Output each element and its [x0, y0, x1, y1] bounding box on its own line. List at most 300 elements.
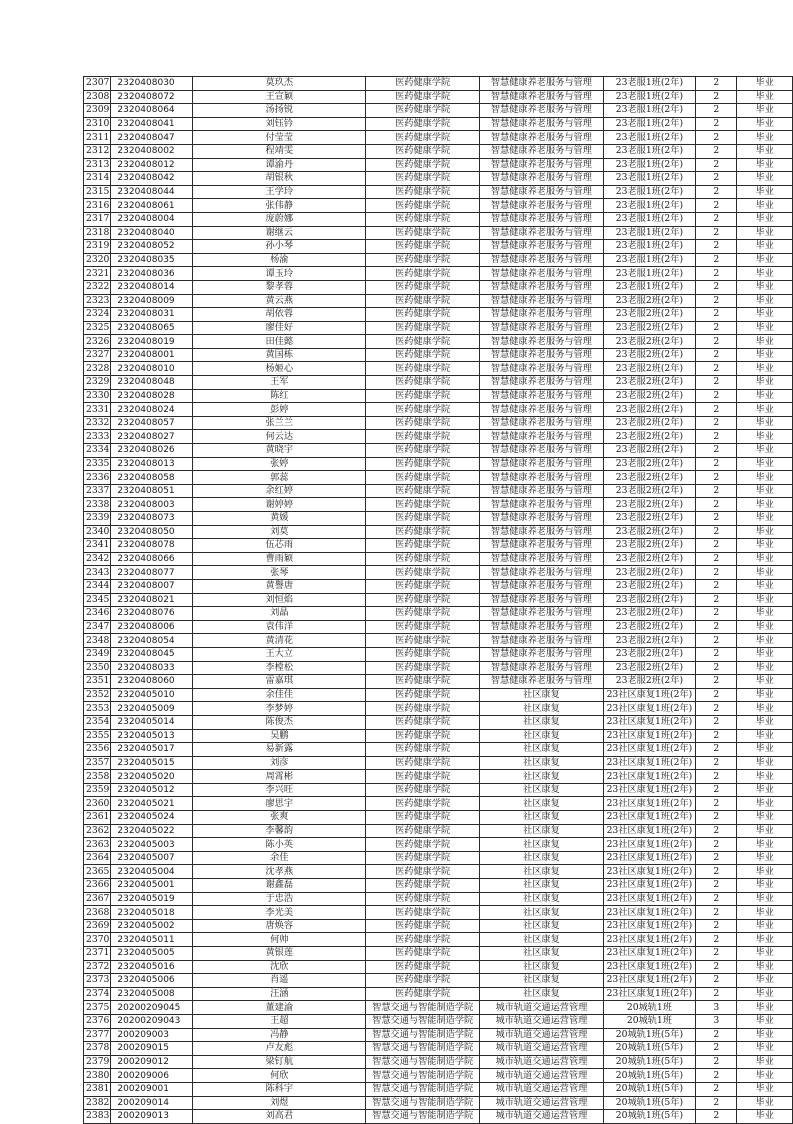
major-cell: 智慧健康养老服务与管理 — [480, 267, 603, 281]
major-cell: 智慧健康养老服务与管理 — [480, 389, 603, 403]
class-cell: 20城轨1班(5年) — [603, 1096, 696, 1110]
college-cell: 医药健康学院 — [366, 715, 480, 729]
class-cell: 23老服2班(2年) — [603, 498, 696, 512]
class-cell: 23社区康复1班(2年) — [603, 783, 696, 797]
student-id-cell: 2320405019 — [111, 892, 193, 906]
major-cell: 智慧健康养老服务与管理 — [480, 104, 603, 118]
student-id-cell: 2320408006 — [111, 620, 193, 634]
years-cell: 2 — [696, 294, 737, 308]
major-cell: 城市轨道交通运营管理 — [480, 1014, 603, 1028]
student-name-cell: 汤扬锐 — [193, 104, 366, 118]
table-row — [84, 797, 793, 811]
major-cell: 智慧健康养老服务与管理 — [480, 512, 603, 526]
row-number-cell: 2317 — [84, 212, 111, 226]
student-name-cell: 黄云燕 — [193, 294, 366, 308]
row-number-cell: 2331 — [84, 403, 111, 417]
student-name-cell: 黄国栋 — [193, 348, 366, 362]
student-name-cell: 杨姬心 — [193, 362, 366, 376]
college-cell: 医药健康学院 — [366, 253, 480, 267]
table-row — [84, 729, 793, 743]
status-cell: 毕业 — [737, 308, 793, 322]
years-cell: 2 — [696, 634, 737, 648]
major-cell: 社区康复 — [480, 715, 603, 729]
student-id-cell: 2320405018 — [111, 906, 193, 920]
row-number-cell: 2345 — [84, 593, 111, 607]
years-cell: 2 — [696, 607, 737, 621]
class-cell: 20城轨1班(5年) — [603, 1110, 696, 1124]
student-id-cell: 2320408036 — [111, 267, 193, 281]
major-cell: 社区康复 — [480, 865, 603, 879]
student-name-cell: 陈红 — [193, 389, 366, 403]
student-id-cell: 2320408066 — [111, 552, 193, 566]
major-cell: 社区康复 — [480, 770, 603, 784]
student-id-cell: 2320405020 — [111, 770, 193, 784]
student-name-cell: 汪涵 — [193, 987, 366, 1001]
status-cell: 毕业 — [737, 620, 793, 634]
years-cell: 2 — [696, 144, 737, 158]
student-id-cell: 2320405001 — [111, 879, 193, 893]
student-name-cell: 于忠浩 — [193, 892, 366, 906]
student-id-cell: 2320405017 — [111, 743, 193, 757]
student-name-cell: 孙小琴 — [193, 240, 366, 254]
table-row — [84, 634, 793, 648]
table-row — [84, 117, 793, 131]
college-cell: 医药健康学院 — [366, 131, 480, 145]
years-cell: 2 — [696, 335, 737, 349]
student-name-cell: 谭玉玲 — [193, 267, 366, 281]
years-cell: 2 — [696, 1110, 737, 1124]
student-name-cell: 吴鹏 — [193, 729, 366, 743]
major-cell: 智慧健康养老服务与管理 — [480, 552, 603, 566]
college-cell: 医药健康学院 — [366, 607, 480, 621]
row-number-cell: 2383 — [84, 1110, 111, 1124]
row-number-cell: 2342 — [84, 552, 111, 566]
student-name-cell: 王宣颖 — [193, 90, 366, 104]
status-cell: 毕业 — [737, 1042, 793, 1056]
class-cell: 23社区康复1班(2年) — [603, 933, 696, 947]
class-cell: 23老服2班(2年) — [603, 579, 696, 593]
student-name-cell: 沈孝燕 — [193, 865, 366, 879]
student-id-cell: 2320408052 — [111, 240, 193, 254]
college-cell: 医药健康学院 — [366, 688, 480, 702]
years-cell: 2 — [696, 647, 737, 661]
row-number-cell: 2337 — [84, 484, 111, 498]
row-number-cell: 2320 — [84, 253, 111, 267]
status-cell: 毕业 — [737, 484, 793, 498]
college-cell: 医药健康学院 — [366, 593, 480, 607]
status-cell: 毕业 — [737, 158, 793, 172]
class-cell: 23社区康复1班(2年) — [603, 974, 696, 988]
student-id-cell: 2320408033 — [111, 661, 193, 675]
years-cell: 2 — [696, 212, 737, 226]
years-cell: 2 — [696, 892, 737, 906]
status-cell: 毕业 — [737, 933, 793, 947]
class-cell: 23老服2班(2年) — [603, 593, 696, 607]
student-name-cell: 胡银秋 — [193, 172, 366, 186]
student-id-cell: 2320408012 — [111, 158, 193, 172]
status-cell: 毕业 — [737, 783, 793, 797]
major-cell: 智慧健康养老服务与管理 — [480, 566, 603, 580]
college-cell: 医药健康学院 — [366, 294, 480, 308]
college-cell: 医药健康学院 — [366, 783, 480, 797]
student-name-cell: 何帅 — [193, 933, 366, 947]
major-cell: 社区康复 — [480, 838, 603, 852]
student-id-cell: 2320405022 — [111, 824, 193, 838]
major-cell: 智慧健康养老服务与管理 — [480, 525, 603, 539]
status-cell: 毕业 — [737, 1069, 793, 1083]
row-number-cell: 2326 — [84, 335, 111, 349]
student-name-cell: 黄银莲 — [193, 947, 366, 961]
college-cell: 医药健康学院 — [366, 348, 480, 362]
major-cell: 社区康复 — [480, 987, 603, 1001]
table-row — [84, 308, 793, 322]
table-row — [84, 389, 793, 403]
years-cell: 2 — [696, 199, 737, 213]
status-cell: 毕业 — [737, 539, 793, 553]
row-number-cell: 2368 — [84, 906, 111, 920]
college-cell: 医药健康学院 — [366, 634, 480, 648]
major-cell: 智慧健康养老服务与管理 — [480, 430, 603, 444]
student-name-cell: 庞蔚娜 — [193, 212, 366, 226]
student-id-cell: 200209001 — [111, 1082, 193, 1096]
status-cell: 毕业 — [737, 199, 793, 213]
class-cell: 23社区康复1班(2年) — [603, 987, 696, 1001]
table-row — [84, 906, 793, 920]
years-cell: 2 — [696, 131, 737, 145]
status-cell: 毕业 — [737, 947, 793, 961]
row-number-cell: 2344 — [84, 579, 111, 593]
years-cell: 2 — [696, 879, 737, 893]
class-cell: 23老服2班(2年) — [603, 389, 696, 403]
years-cell: 2 — [696, 430, 737, 444]
table-row — [84, 267, 793, 281]
student-id-cell: 2320405002 — [111, 919, 193, 933]
status-cell: 毕业 — [737, 879, 793, 893]
table-row — [84, 1014, 793, 1028]
major-cell: 城市轨道交通运营管理 — [480, 1096, 603, 1110]
student-name-cell: 谭渝丹 — [193, 158, 366, 172]
major-cell: 智慧健康养老服务与管理 — [480, 253, 603, 267]
student-name-cell: 刘煜 — [193, 1096, 366, 1110]
major-cell: 智慧健康养老服务与管理 — [480, 117, 603, 131]
student-id-cell: 2320408010 — [111, 362, 193, 376]
college-cell: 医药健康学院 — [366, 199, 480, 213]
class-cell: 23社区康复1班(2年) — [603, 729, 696, 743]
major-cell: 智慧健康养老服务与管理 — [480, 280, 603, 294]
student-id-cell: 2320405004 — [111, 865, 193, 879]
table-row — [84, 226, 793, 240]
class-cell: 23社区康复1班(2年) — [603, 824, 696, 838]
class-cell: 23老服1班(2年) — [603, 117, 696, 131]
major-cell: 社区康复 — [480, 892, 603, 906]
student-name-cell: 李梦婷 — [193, 702, 366, 716]
student-id-cell: 2320408065 — [111, 321, 193, 335]
row-number-cell: 2310 — [84, 117, 111, 131]
status-cell: 毕业 — [737, 552, 793, 566]
table-row — [84, 593, 793, 607]
student-name-cell: 王军 — [193, 376, 366, 390]
status-cell: 毕业 — [737, 661, 793, 675]
college-cell: 医药健康学院 — [366, 335, 480, 349]
major-cell: 智慧健康养老服务与管理 — [480, 620, 603, 634]
table-row — [84, 90, 793, 104]
major-cell: 智慧健康养老服务与管理 — [480, 144, 603, 158]
table-row — [84, 1028, 793, 1042]
student-name-cell: 黄清花 — [193, 634, 366, 648]
row-number-cell: 2341 — [84, 539, 111, 553]
class-cell: 23社区康复1班(2年) — [603, 702, 696, 716]
table-row — [84, 770, 793, 784]
row-number-cell: 2333 — [84, 430, 111, 444]
years-cell: 2 — [696, 376, 737, 390]
college-cell: 医药健康学院 — [366, 512, 480, 526]
class-cell: 23社区康复1班(2年) — [603, 919, 696, 933]
years-cell: 2 — [696, 1082, 737, 1096]
table-row — [84, 620, 793, 634]
college-cell: 医药健康学院 — [366, 579, 480, 593]
major-cell: 智慧健康养老服务与管理 — [480, 240, 603, 254]
row-number-cell: 2370 — [84, 933, 111, 947]
status-cell: 毕业 — [737, 634, 793, 648]
table-row — [84, 172, 793, 186]
student-name-cell: 刘晶 — [193, 607, 366, 621]
status-cell: 毕业 — [737, 811, 793, 825]
class-cell: 23老服2班(2年) — [603, 512, 696, 526]
status-cell: 毕业 — [737, 362, 793, 376]
years-cell: 2 — [696, 185, 737, 199]
class-cell: 23老服1班(2年) — [603, 226, 696, 240]
row-number-cell: 2316 — [84, 199, 111, 213]
row-number-cell: 2314 — [84, 172, 111, 186]
student-name-cell: 廖思宇 — [193, 797, 366, 811]
class-cell: 23老服2班(2年) — [603, 430, 696, 444]
college-cell: 医药健康学院 — [366, 960, 480, 974]
row-number-cell: 2340 — [84, 525, 111, 539]
student-name-cell: 程靖雯 — [193, 144, 366, 158]
class-cell: 23社区康复1班(2年) — [603, 865, 696, 879]
college-cell: 医药健康学院 — [366, 865, 480, 879]
student-name-cell: 易新露 — [193, 743, 366, 757]
status-cell: 毕业 — [737, 253, 793, 267]
table-row — [84, 131, 793, 145]
college-cell: 医药健康学院 — [366, 539, 480, 553]
row-number-cell: 2379 — [84, 1055, 111, 1069]
years-cell: 2 — [696, 811, 737, 825]
student-id-cell: 2320408021 — [111, 593, 193, 607]
class-cell: 23老服2班(2年) — [603, 308, 696, 322]
major-cell: 城市轨道交通运营管理 — [480, 1069, 603, 1083]
class-cell: 23老服2班(2年) — [603, 294, 696, 308]
table-row — [84, 552, 793, 566]
years-cell: 2 — [696, 416, 737, 430]
table-row — [84, 715, 793, 729]
row-number-cell: 2378 — [84, 1042, 111, 1056]
table-row — [84, 512, 793, 526]
row-number-cell: 2312 — [84, 144, 111, 158]
table-row — [84, 525, 793, 539]
years-cell: 2 — [696, 158, 737, 172]
college-cell: 医药健康学院 — [366, 838, 480, 852]
row-number-cell: 2311 — [84, 131, 111, 145]
table-row — [84, 335, 793, 349]
class-cell: 23老服1班(2年) — [603, 199, 696, 213]
major-cell: 智慧健康养老服务与管理 — [480, 172, 603, 186]
status-cell: 毕业 — [737, 675, 793, 689]
college-cell: 医药健康学院 — [366, 321, 480, 335]
status-cell: 毕业 — [737, 335, 793, 349]
college-cell: 医药健康学院 — [366, 879, 480, 893]
student-name-cell: 谢鑫磊 — [193, 879, 366, 893]
college-cell: 医药健康学院 — [366, 77, 480, 91]
college-cell: 医药健康学院 — [366, 104, 480, 118]
student-name-cell: 何云达 — [193, 430, 366, 444]
table-row — [84, 444, 793, 458]
row-number-cell: 2335 — [84, 457, 111, 471]
status-cell: 毕业 — [737, 1014, 793, 1028]
class-cell: 23老服1班(2年) — [603, 212, 696, 226]
status-cell: 毕业 — [737, 607, 793, 621]
row-number-cell: 2362 — [84, 824, 111, 838]
status-cell: 毕业 — [737, 770, 793, 784]
status-cell: 毕业 — [737, 1028, 793, 1042]
class-cell: 23老服1班(2年) — [603, 158, 696, 172]
student-id-cell: 2320408031 — [111, 308, 193, 322]
major-cell: 智慧健康养老服务与管理 — [480, 226, 603, 240]
college-cell: 医药健康学院 — [366, 389, 480, 403]
table-row — [84, 144, 793, 158]
years-cell: 2 — [696, 729, 737, 743]
class-cell: 23社区康复1班(2年) — [603, 756, 696, 770]
college-cell: 医药健康学院 — [366, 240, 480, 254]
class-cell: 23社区康复1班(2年) — [603, 892, 696, 906]
class-cell: 23老服1班(2年) — [603, 144, 696, 158]
class-cell: 23老服2班(2年) — [603, 552, 696, 566]
class-cell: 23社区康复1班(2年) — [603, 797, 696, 811]
status-cell: 毕业 — [737, 838, 793, 852]
student-name-cell: 董建渝 — [193, 1001, 366, 1015]
major-cell: 智慧健康养老服务与管理 — [480, 348, 603, 362]
student-name-cell: 张琴 — [193, 566, 366, 580]
status-cell: 毕业 — [737, 240, 793, 254]
status-cell: 毕业 — [737, 579, 793, 593]
student-name-cell: 刘彦 — [193, 756, 366, 770]
row-number-cell: 2377 — [84, 1028, 111, 1042]
table-row — [84, 947, 793, 961]
table-row — [84, 294, 793, 308]
major-cell: 智慧健康养老服务与管理 — [480, 362, 603, 376]
table-row — [84, 974, 793, 988]
row-number-cell: 2332 — [84, 416, 111, 430]
student-id-cell: 2320408019 — [111, 335, 193, 349]
years-cell: 3 — [696, 1001, 737, 1015]
major-cell: 社区康复 — [480, 960, 603, 974]
status-cell: 毕业 — [737, 117, 793, 131]
college-cell: 医药健康学院 — [366, 647, 480, 661]
years-cell: 2 — [696, 919, 737, 933]
college-cell: 医药健康学院 — [366, 702, 480, 716]
college-cell: 医药健康学院 — [366, 444, 480, 458]
college-cell: 医药健康学院 — [366, 457, 480, 471]
college-cell: 医药健康学院 — [366, 552, 480, 566]
college-cell: 医药健康学院 — [366, 144, 480, 158]
row-number-cell: 2313 — [84, 158, 111, 172]
student-id-cell: 2320408041 — [111, 117, 193, 131]
college-cell: 医药健康学院 — [366, 280, 480, 294]
status-cell: 毕业 — [737, 688, 793, 702]
student-name-cell: 彭婷 — [193, 403, 366, 417]
years-cell: 2 — [696, 444, 737, 458]
student-id-cell: 2320405006 — [111, 974, 193, 988]
row-number-cell: 2357 — [84, 756, 111, 770]
college-cell: 医药健康学院 — [366, 851, 480, 865]
row-number-cell: 2375 — [84, 1001, 111, 1015]
major-cell: 社区康复 — [480, 811, 603, 825]
table-row — [84, 185, 793, 199]
status-cell: 毕业 — [737, 1082, 793, 1096]
student-name-cell: 黄譽唐 — [193, 579, 366, 593]
row-number-cell: 2350 — [84, 661, 111, 675]
student-name-cell: 王超 — [193, 1014, 366, 1028]
row-number-cell: 2343 — [84, 566, 111, 580]
row-number-cell: 2374 — [84, 987, 111, 1001]
class-cell: 23老服2班(2年) — [603, 525, 696, 539]
major-cell: 智慧健康养老服务与管理 — [480, 471, 603, 485]
student-name-cell: 付莹莹 — [193, 131, 366, 145]
status-cell: 毕业 — [737, 348, 793, 362]
years-cell: 2 — [696, 403, 737, 417]
row-number-cell: 2376 — [84, 1014, 111, 1028]
status-cell: 毕业 — [737, 471, 793, 485]
status-cell: 毕业 — [737, 77, 793, 91]
row-number-cell: 2364 — [84, 851, 111, 865]
status-cell: 毕业 — [737, 185, 793, 199]
student-id-cell: 2320408014 — [111, 280, 193, 294]
years-cell: 2 — [696, 1042, 737, 1056]
student-name-cell: 肖遥 — [193, 974, 366, 988]
student-name-cell: 曹雨颖 — [193, 552, 366, 566]
years-cell: 2 — [696, 906, 737, 920]
student-id-cell: 2320408001 — [111, 348, 193, 362]
table-row — [84, 416, 793, 430]
student-id-cell: 2320405021 — [111, 797, 193, 811]
status-cell: 毕业 — [737, 865, 793, 879]
years-cell: 2 — [696, 348, 737, 362]
table-row — [84, 212, 793, 226]
student-name-cell: 雷嘉琪 — [193, 675, 366, 689]
status-cell: 毕业 — [737, 212, 793, 226]
status-cell: 毕业 — [737, 294, 793, 308]
years-cell: 2 — [696, 770, 737, 784]
student-id-cell: 2320408004 — [111, 212, 193, 226]
years-cell: 3 — [696, 1014, 737, 1028]
class-cell: 23老服1班(2年) — [603, 77, 696, 91]
student-id-cell: 2320408050 — [111, 525, 193, 539]
student-id-cell: 2320408054 — [111, 634, 193, 648]
row-number-cell: 2367 — [84, 892, 111, 906]
student-id-cell: 2320405008 — [111, 987, 193, 1001]
row-number-cell: 2355 — [84, 729, 111, 743]
table-row — [84, 104, 793, 118]
row-number-cell: 2365 — [84, 865, 111, 879]
table-row — [84, 253, 793, 267]
class-cell: 23老服1班(2年) — [603, 280, 696, 294]
class-cell: 23老服2班(2年) — [603, 376, 696, 390]
major-cell: 智慧健康养老服务与管理 — [480, 647, 603, 661]
student-id-cell: 2320408027 — [111, 430, 193, 444]
status-cell: 毕业 — [737, 702, 793, 716]
student-name-cell: 张兰兰 — [193, 416, 366, 430]
major-cell: 智慧健康养老服务与管理 — [480, 607, 603, 621]
